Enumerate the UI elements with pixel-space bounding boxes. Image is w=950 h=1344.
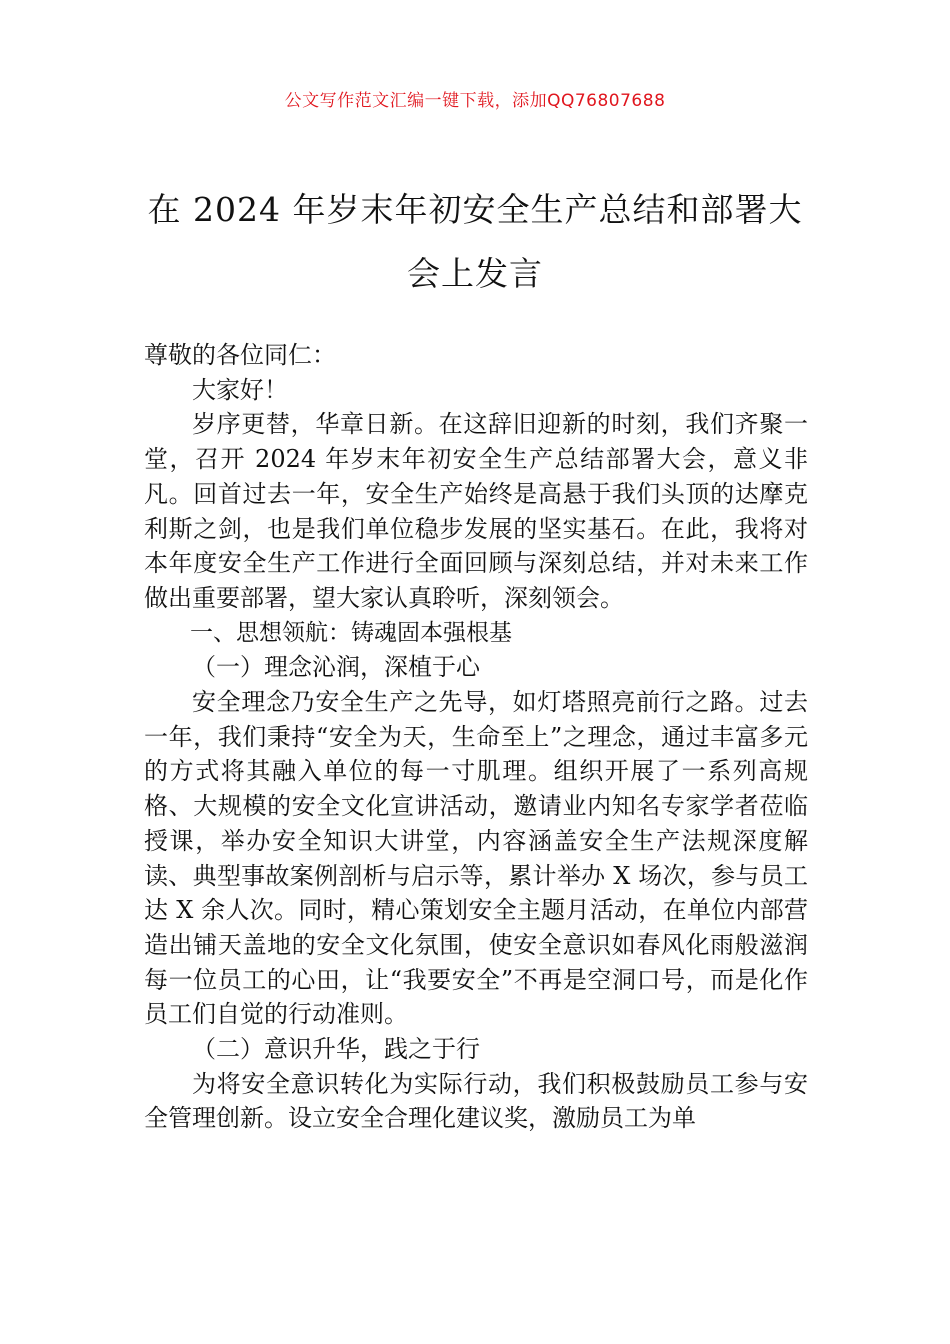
subsection-heading-2: （二）意识升华，践之于行 (192, 1035, 480, 1064)
download-notice: 公文写作范文汇编一键下载，添加QQ76807688 (284, 91, 666, 111)
document-body (144, 338, 808, 1136)
document-title (130, 178, 820, 306)
salutation: 尊敬的各位同仁： (144, 341, 336, 369)
title-line-1: 在 2024 年岁末年初安全生产总结和部署大 (147, 190, 803, 229)
greeting: 大家好！ (192, 375, 288, 404)
subsection-heading-1: （一）理念沁润，深植于心 (192, 653, 480, 682)
section-heading-1: 一、思想领航：铸魂固本强根基 (190, 619, 512, 646)
title-line-2: 会上发言 (407, 254, 543, 293)
paragraph-action: 为将安全意识转化为实际行动，我们积极鼓励员工参与安全管理创新。设立安全合理化建议奖，激励员工为单 (144, 1069, 808, 1133)
paragraph-intro: 岁序更替，华章日新。在这辞旧迎新的时刻，我们齐聚一堂，召开 2024 年岁末年初安全生产总结部署大会，意义非凡。回首过去一年，安全生产始终是高悬于我们头顶的达摩克利斯之剑，也是我们单位稳步发展的坚实基石。在此，我将对本年度安全生产工作进行全面回顾与深刻总结，并对未来工作做出重要部署，望大家认真聆听，深刻领会。 (144, 410, 808, 612)
paragraph-concept: 安全理念乃安全生产之先导，如灯塔照亮前行之路。过去一年，我们秉持“安全为天，生命至上”之理念，通过丰富多元的方式将其融入单位的每一寸肌理。组织开展了一系列高规格、大规模的安全文化宣讲活动，邀请业内知名专家学者莅临授课，举办安全知识大讲堂，内容涵盖安全生产法规深度解读、典型事故案例剖析与启示等，累计举办 X 场次，参与员工达 X 余人次。同时，精心策划安全主题月活动，在单位内部营造出铺天盖地的安全文化氛围，使安全意识如春风化雨般滋润每一位员工的心田，让“我要安全”不再是空洞口号，而是化作员工们自觉的行动准则。 (144, 688, 808, 1029)
